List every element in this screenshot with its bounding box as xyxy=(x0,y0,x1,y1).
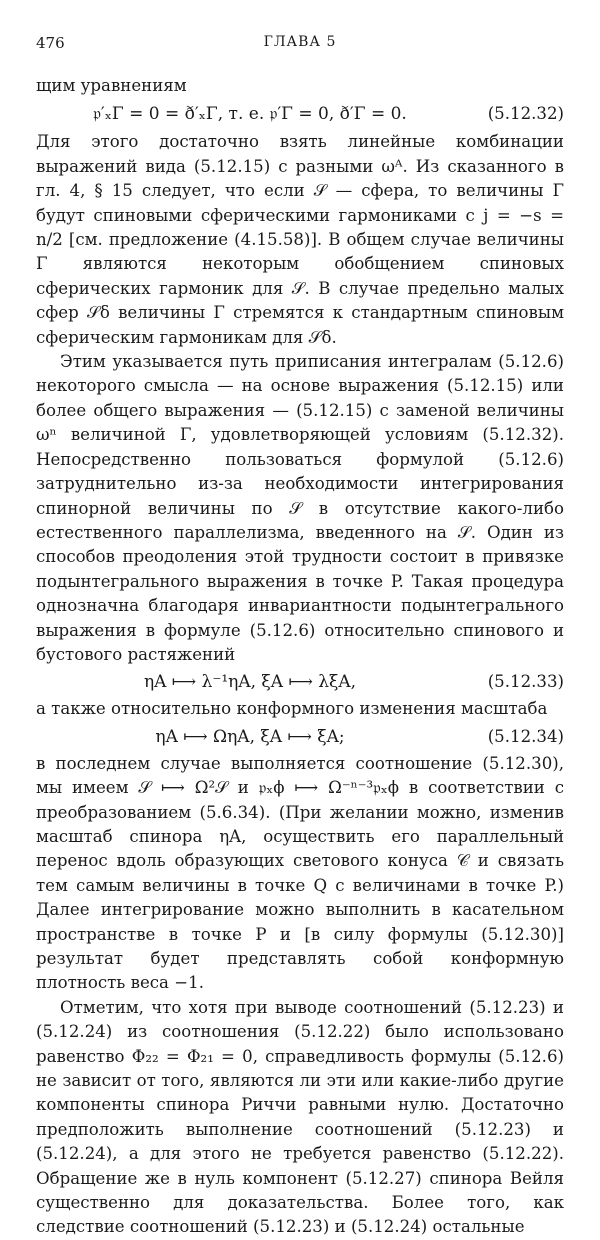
chapter-title: ГЛАВА 5 xyxy=(263,34,337,50)
paragraph: Для этого достаточно взять линейные комбинации выражений вида (5.12.15) с разными ωᴬ. Из сказанного в гл. 4, § 15 следует, что если 𝒮 — сфера, то величины Γ будут спиновыми сферическими гармониками с j = −s = n/2 [см. предложение (4.15.58)]. В общем случае величины Γ являются некоторым обобщением спиновых сферических гармоник для 𝒮. В случае предельно малых сфер 𝒮δ величины Γ стремятся к стандартным спиновым сферическим гармоникам для 𝒮δ. xyxy=(36,132,564,347)
paragraph: Этим указывается путь приписания интегралам (5.12.6) некоторого смысла — на основе выражения (5.12.15) или более общего выражения — (5.12.15) с заменой величины ωⁿ величиной Γ, удовлетворяющей условиям (5.12.32). Непосредственно пользоваться формулой (5.12.6) затруднительно из-за необходимости интегрирования спинорной величины по 𝒮 в отсутствие какого-либо естественного параллелизма, введенного на 𝒮. Один из способов преодоления этой трудности состоит в привязке подынтегрального выражения в точке P. Такая процедура однозначна благодаря инвариантности подынтегрального выражения в формуле (5.12.6) относительно спинового и бустового растяжений xyxy=(36,352,564,664)
equation-number: (5.12.34) xyxy=(487,726,564,746)
equation-expression: ηA ⟼ λ⁻¹ηA, ξA ⟼ λξA, xyxy=(143,672,357,693)
paragraph-fragment: щим уравнениям xyxy=(36,76,187,95)
paragraph: в последнем случае выполняется соотношение (5.12.30), мы имеем 𝒮 ⟼ Ω²𝒮 и 𝔭ₓϕ ⟼ Ω⁻ⁿ⁻³𝔭ₓϕ в соответствии с преобразованием (5.6.34). (При желании можно, изменив масштаб спинора ηA, осуществить его параллельный перенос вдоль образующих светового конуса 𝒞 и связать тем самым величины в точке Q с величинами в точке P.) Далее интегрирование можно выполнить в касательном пространстве в точке P и [в силу формулы (5.12.30)] результат будет представлять собой конформную плотность веса −1. xyxy=(36,753,564,993)
equation-number: (5.12.32) xyxy=(487,104,564,124)
page-body xyxy=(36,74,564,1240)
equation-5-12-33 xyxy=(36,667,564,697)
paragraph: а также относительно конформного изменения масштаба xyxy=(36,699,548,719)
equation-expression: 𝔭′ₓΓ = 0 = ð′ₓΓ, т. е. 𝔭′Γ = 0, ð′Γ = 0. xyxy=(93,104,407,125)
paragraph: Отметим, что хотя при выводе соотношений (5.12.23) и (5.12.24) из соотношения (5.12.22) было использовано равенство Φ₂₂ = Φ₂₁ = 0, справедливость формулы (5.12.6) не зависит от того, являются ли эти или какие-либо другие компоненты спинора Риччи равными нулю. Достаточно предположить выполнение соотношений (5.12.23) и (5.12.24), а для этого не требуется равенство (5.12.22). Обращение же в нуль компонент (5.12.27) спинора Вейля существенно для доказательства. Более того, как следствие соотношений (5.12.23) и (5.12.24) остальные xyxy=(36,997,564,1237)
running-header xyxy=(36,34,564,52)
page-number: 476 xyxy=(36,34,65,52)
equation-number: (5.12.33) xyxy=(487,672,564,692)
equation-expression: ηA ⟼ ΩηA, ξA ⟼ ξA; xyxy=(155,726,345,747)
equation-5-12-34 xyxy=(36,722,564,752)
equation-5-12-32 xyxy=(36,98,564,130)
